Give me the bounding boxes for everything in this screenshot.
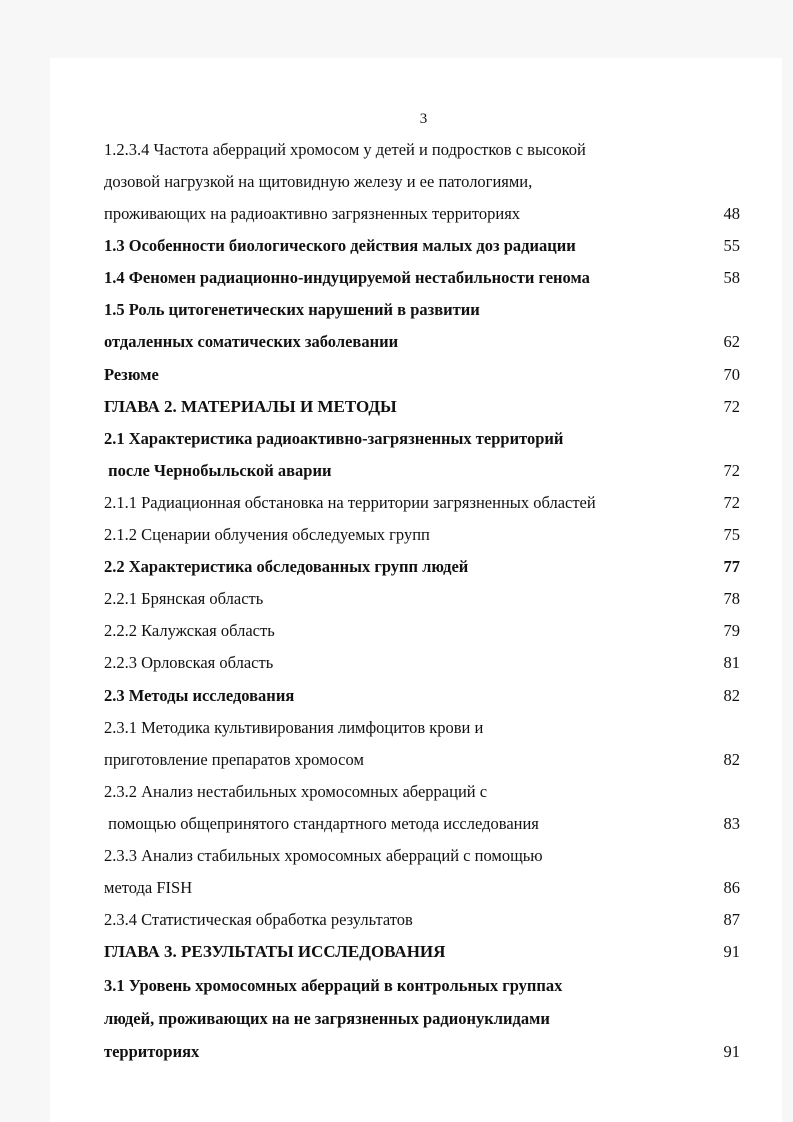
toc-chapter: [104, 940, 744, 964]
toc-entry-text: отдаленных соматических заболевании: [104, 332, 399, 351]
toc-section: [104, 684, 744, 708]
page-number: 3: [419, 111, 428, 127]
toc-section: [104, 298, 744, 322]
toc-entry: [104, 748, 744, 772]
toc-entry-text: метода FISH: [104, 878, 193, 897]
toc-entry-page: 91: [723, 942, 740, 961]
toc-entry-page: 83: [723, 814, 740, 833]
toc-entry-text: 2.2 Характеристика обследованных групп людей: [104, 557, 469, 576]
toc-entry-page: 72: [723, 493, 740, 512]
toc-entry: [104, 812, 744, 836]
toc-entry-page: 86: [723, 878, 740, 897]
toc-entry-page: 78: [723, 589, 740, 608]
toc-section: [104, 234, 744, 258]
toc-entry-text: людей, проживающих на не загрязненных радионуклидами: [104, 1009, 550, 1028]
toc-section: [104, 555, 744, 579]
toc-entry: [104, 780, 744, 804]
toc-entry-text: 2.1 Характеристика радиоактивно-загрязненных территорий: [104, 429, 564, 448]
toc-entry-text: 2.1.2 Сценарии облучения обследуемых групп: [104, 525, 430, 544]
toc-entry-text: 2.3.4 Статистическая обработка результатов: [104, 910, 413, 929]
toc-entry-page: 91: [723, 1042, 740, 1061]
toc-entry-page: 81: [723, 653, 740, 672]
toc-entry-page: 55: [723, 236, 740, 255]
toc-entry: [104, 587, 744, 611]
toc-entry-text: после Чернобыльской аварии: [104, 461, 332, 480]
toc-entry-page: 70: [723, 365, 740, 384]
toc-entry: [104, 619, 744, 643]
toc-entry: [104, 844, 744, 868]
toc-entry: [104, 876, 744, 900]
toc-entry-page: 87: [723, 910, 740, 929]
toc-entry-page: 48: [723, 204, 740, 223]
toc-entry-text: ГЛАВА 3. РЕЗУЛЬТАТЫ ИССЛЕДОВАНИЯ: [104, 942, 446, 961]
toc-section: [104, 330, 744, 354]
toc-entry-text: 2.2.3 Орловская область: [104, 653, 274, 672]
toc-entry-text: территориях: [104, 1042, 200, 1061]
toc-entry: [104, 651, 744, 675]
toc-entry-text: приготовление препаратов хромосом: [104, 750, 364, 769]
toc-section: [104, 363, 744, 387]
toc-entry: [104, 491, 744, 515]
toc-entry-page: 72: [723, 397, 740, 416]
toc-entry: [104, 908, 744, 932]
toc-entry-text: 3.1 Уровень хромосомных аберраций в контрольных группах: [104, 976, 563, 995]
toc-entry-text: 2.3.3 Анализ стабильных хромосомных аберраций с помощью: [104, 846, 543, 865]
toc-section: [104, 1040, 744, 1064]
toc-entry-page: 75: [723, 525, 740, 544]
toc-entry-page: 62: [723, 332, 740, 351]
toc-entry-page: 82: [723, 750, 740, 769]
toc-entry-text: 2.1.1 Радиационная обстановка на территории загрязненных областей: [104, 493, 596, 512]
toc-entry-text: 2.2.2 Калужская область: [104, 621, 275, 640]
toc-entry-text: 2.3.1 Методика культивирования лимфоцитов крови и: [104, 718, 484, 737]
toc-entry: [104, 170, 744, 194]
toc-entry: [104, 138, 744, 162]
toc-section: [104, 459, 744, 483]
toc-entry-text: ГЛАВА 2. МАТЕРИАЛЫ И МЕТОДЫ: [104, 397, 397, 416]
toc-entry-text: 1.5 Роль цитогенетических нарушений в развитии: [104, 300, 480, 319]
toc-entry-text: проживающих на радиоактивно загрязненных территориях: [104, 204, 521, 223]
toc-entry-text: дозовой нагрузкой на щитовидную железу и ее патологиями,: [104, 172, 533, 191]
toc-entry-text: 1.3 Особенности биологического действия малых доз радиации: [104, 236, 576, 255]
toc-chapter: [104, 395, 744, 419]
toc-section: [104, 266, 744, 290]
toc-section: [104, 974, 744, 998]
toc-section: [104, 427, 744, 451]
toc-entry-page: 79: [723, 621, 740, 640]
toc-entry-text: 1.4 Феномен радиационно-индуцируемой нестабильности генома: [104, 268, 590, 287]
toc-entry-page: 58: [723, 268, 740, 287]
toc-entry-text: 1.2.3.4 Частота аберраций хромосом у детей и подростков с высокой: [104, 140, 586, 159]
toc-entry: [104, 523, 744, 547]
toc-entry: [104, 716, 744, 740]
toc-entry-text: Резюме: [104, 365, 159, 384]
toc-entry-page: 82: [723, 686, 740, 705]
toc-entry-page: 77: [723, 557, 740, 576]
toc-entry-text: 2.2.1 Брянская область: [104, 589, 264, 608]
toc-section: [104, 1007, 744, 1031]
toc-entry-text: 2.3 Методы исследования: [104, 686, 295, 705]
toc-entry-text: помощью общепринятого стандартного метода исследования: [104, 814, 539, 833]
toc-entry-page: 72: [723, 461, 740, 480]
toc-entry: [104, 202, 744, 226]
toc-entry-text: 2.3.2 Анализ нестабильных хромосомных аберраций с: [104, 782, 488, 801]
